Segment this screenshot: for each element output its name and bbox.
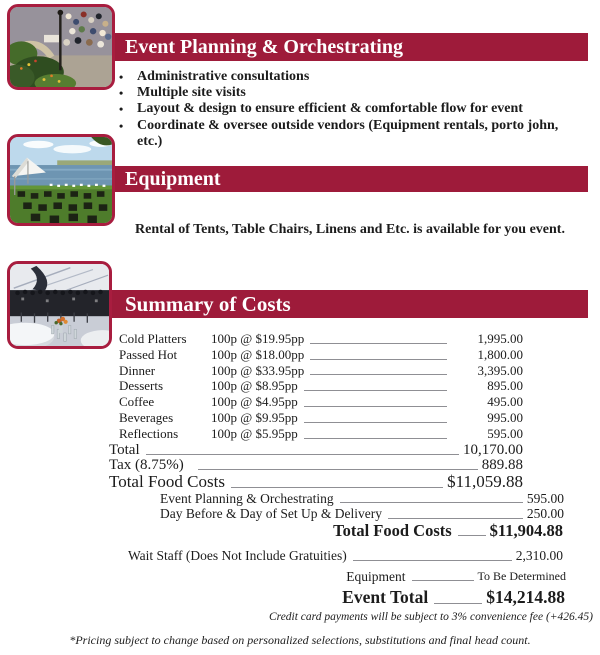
garden-event-photo xyxy=(7,4,115,90)
grand-food-total-amount: $11,904.88 xyxy=(489,520,563,540)
pricing-footnote: *Pricing subject to change based on personalized selections, substitutions and final head count. xyxy=(69,633,531,647)
leader-line xyxy=(434,603,482,604)
cost-item-amount: 595.00 xyxy=(487,425,523,441)
equipment-cost-label: Equipment xyxy=(346,568,406,584)
total-food-costs-label: Total Food Costs xyxy=(109,471,225,491)
tax-amount: 889.88 xyxy=(481,456,523,473)
leader-line xyxy=(304,422,447,423)
cost-item-label: Desserts xyxy=(119,378,164,394)
cost-row xyxy=(107,331,523,347)
cost-item-qty: 100p @ $4.95pp xyxy=(211,394,298,410)
waterfront-tent-illustration xyxy=(10,137,112,223)
cost-row xyxy=(107,378,523,394)
cost-item-qty: 100p @ $8.95pp xyxy=(211,378,298,394)
leader-line xyxy=(304,438,447,439)
cost-item-qty: 100p @ $18.00pp xyxy=(211,346,305,362)
leader-line xyxy=(458,535,486,536)
leader-line xyxy=(231,487,443,488)
leader-line xyxy=(388,518,523,519)
bullet-item: • Layout & design to ensure efficient & comfortable flow for event xyxy=(112,101,567,117)
event-total-row xyxy=(107,587,565,607)
costs-table xyxy=(107,331,593,624)
event-total-amount: $14,214.88 xyxy=(486,586,565,607)
cost-item-amount: 895.00 xyxy=(487,378,523,394)
leader-line xyxy=(310,374,447,375)
extra-cost-row xyxy=(107,506,564,522)
cost-row xyxy=(107,426,523,442)
grand-food-total-row xyxy=(107,522,563,539)
cost-row xyxy=(107,347,523,363)
leader-line xyxy=(412,580,474,581)
leader-line xyxy=(353,560,512,561)
cost-item-label: Dinner xyxy=(119,362,156,378)
extra-amount: 250.00 xyxy=(526,506,564,522)
total-row xyxy=(107,442,523,458)
equipment-cost-amount: To Be Determined xyxy=(477,568,566,583)
wait-staff-label: Wait Staff (Does Not Include Gratuities) xyxy=(128,547,347,563)
tax-row xyxy=(107,458,523,473)
total-food-costs-row xyxy=(107,473,523,491)
total-food-costs-amount: $11,059.88 xyxy=(447,471,523,491)
bullet-item: • Multiple site visits xyxy=(112,85,567,101)
cost-row xyxy=(107,363,523,379)
extra-cost-row xyxy=(107,491,564,507)
section-title: Equipment xyxy=(125,168,221,190)
section-header-summary-of-costs xyxy=(112,290,588,318)
cost-item-amount: 495.00 xyxy=(487,394,523,410)
total-label: Total xyxy=(109,441,140,458)
leader-line xyxy=(310,359,447,360)
extra-amount: 595.00 xyxy=(526,490,564,506)
extra-label: Event Planning & Orchestrating xyxy=(160,490,334,506)
garden-event-illustration xyxy=(10,7,112,87)
cost-item-qty: 100p @ $19.95pp xyxy=(211,331,305,346)
cost-item-label: Passed Hot xyxy=(119,346,178,362)
total-amount: 10,170.00 xyxy=(463,441,523,458)
cost-item-qty: 100p @ $33.95pp xyxy=(211,362,305,378)
section-title: Summary of Costs xyxy=(125,292,291,316)
bullet-item: • Administrative consultations xyxy=(112,69,567,85)
grand-food-total-label: Total Food Costs xyxy=(333,520,452,540)
waterfront-tent-photo xyxy=(7,134,115,226)
cost-item-amount: 1,800.00 xyxy=(477,346,523,362)
leader-line xyxy=(310,343,447,344)
cost-item-label: Reflections xyxy=(119,425,179,441)
leader-line xyxy=(304,390,447,391)
cost-row xyxy=(107,410,523,426)
event-planning-bullet-list xyxy=(112,69,567,150)
section-title: Event Planning & Orchestrating xyxy=(125,36,403,58)
section-header-event-planning xyxy=(112,33,588,61)
leader-line xyxy=(146,454,459,455)
leader-line xyxy=(304,406,447,407)
tax-label: Tax (8.75%) xyxy=(109,456,184,473)
cost-item-amount: 3,395.00 xyxy=(477,362,523,378)
equipment-note: Rental of Tents, Table Chairs, Linens and Etc. is available for you event. xyxy=(135,222,565,237)
extra-label: Day Before & Day of Set Up & Delivery xyxy=(160,506,382,522)
wait-staff-row xyxy=(107,548,563,564)
cost-item-qty: 100p @ $5.95pp xyxy=(211,425,298,441)
cost-item-label: Coffee xyxy=(119,394,155,410)
cost-item-qty: 100p @ $9.95pp xyxy=(211,409,298,425)
leader-line xyxy=(340,502,523,503)
wait-staff-amount: 2,310.00 xyxy=(515,547,563,563)
cost-item-amount: 1,995.00 xyxy=(477,331,523,346)
reception-tables-photo xyxy=(7,261,112,349)
cost-item-label: Cold Platters xyxy=(119,331,187,346)
cost-item-amount: 995.00 xyxy=(487,409,523,425)
cost-item-label: Beverages xyxy=(119,409,174,425)
leader-line xyxy=(198,469,478,470)
reception-illustration xyxy=(10,264,109,346)
section-header-equipment xyxy=(112,166,588,192)
event-total-label: Event Total xyxy=(342,586,429,607)
cost-row xyxy=(107,394,523,410)
credit-card-note: Credit card payments will be subject to 3% convenience fee (+426.45) xyxy=(268,610,593,623)
equipment-cost-row xyxy=(107,569,566,584)
bullet-item: • Coordinate & oversee outside vendors (Equipment rentals, porto john, etc.) xyxy=(112,118,567,150)
